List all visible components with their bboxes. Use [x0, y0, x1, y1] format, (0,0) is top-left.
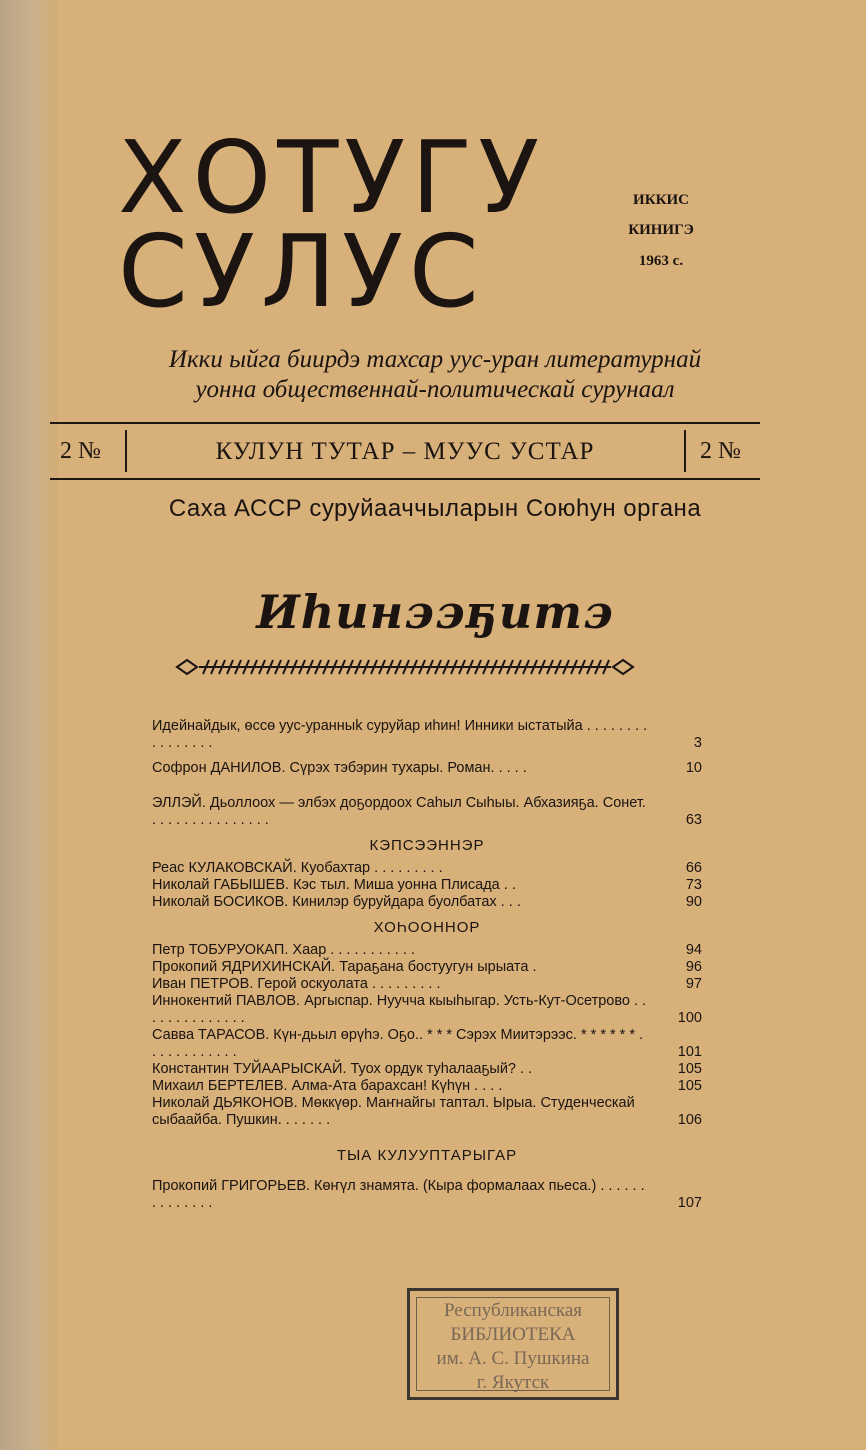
toc-entry-page: 96	[685, 959, 702, 975]
toc-entry	[152, 942, 702, 959]
toc-entry-text: Николай БОСИКОВ. Кинилэр буруйдара буолбатах . . .	[152, 894, 521, 910]
stamp-line4: г. Якутск	[476, 1372, 550, 1393]
toc-entry-page: 106	[677, 1112, 702, 1128]
toc-entry-text: Константин ТУЙААРЫСКАЙ. Туох ордук туһалааҕый? . .	[152, 1061, 533, 1077]
library-stamp	[407, 1288, 619, 1400]
toc-entry	[152, 860, 702, 877]
contents-heading: Иһинээҕитэ	[256, 585, 614, 639]
toc-entry	[152, 795, 702, 829]
toc-entry	[152, 1178, 702, 1212]
toc-entry-page: 66	[685, 860, 702, 876]
toc-entry	[152, 877, 702, 894]
journal-title-line2: СУЛУС	[118, 213, 485, 330]
toc-entry-text: Иннокентий ПАВЛОВ. Аргыспар. Нууччa кыыһыгар. Усть-Кут-Осетрово . . . . . . . . . . . . . .	[152, 993, 647, 1026]
bottom-rule	[50, 478, 760, 480]
divider-left	[125, 430, 127, 472]
toc-entry-page: 100	[677, 1010, 702, 1026]
issue-number-right: 2 №	[700, 438, 741, 464]
edition-year: 1963 с.	[638, 253, 684, 269]
issue-number-left: 2 №	[60, 438, 101, 464]
toc-entry-page: 94	[685, 942, 702, 958]
toc-entry-text: Николай ДЬЯКОНОВ. Мөккүөр. Маҥнайгы таптал. Ырыа. Студенческай сыбаайба. Пушкин. . . . . . .	[152, 1095, 635, 1128]
toc-entry	[152, 760, 702, 777]
toc-entry	[152, 976, 702, 993]
toc-entry-text: Идейнайдык, өссө уус-уранныk суруйар иһин! Инники ыстатыйа . . . . . . . . . . . . . . . .	[152, 718, 648, 751]
toc-entry	[152, 1095, 702, 1129]
journal-title-line1: ХОТУГУ	[118, 119, 546, 236]
toc-entry-page: 90	[685, 894, 702, 910]
toc-entry-text: ЭЛЛЭЙ. Дьоллоох — элбэх доҕордоох Саһыл Сыһыы. Абхазияҕа. Сонет. . . . . . . . . . . . . . . .	[152, 795, 646, 828]
table-of-contents	[152, 718, 702, 1212]
toc-entry	[152, 894, 702, 911]
toc-entry-page: 105	[677, 1078, 702, 1094]
toc-entry-text: Николай ГАБЫШЕВ. Кэс тыл. Миша уонна Плисада . .	[152, 877, 516, 893]
toc-entry-text: Реас КУЛАКОВСКАЙ. Куобахтар . . . . . . . . .	[152, 860, 443, 876]
divider-right	[684, 430, 686, 472]
top-rule	[50, 422, 760, 424]
stamp-line2: БИБЛИОТЕКА	[450, 1324, 576, 1345]
book-spine-edge	[0, 0, 58, 1450]
section-title-clubs: ТЫА КУЛУУПТАРЫГАР	[336, 1147, 518, 1164]
toc-entry	[152, 993, 702, 1027]
edition-line2: КИНИГЭ	[628, 222, 694, 238]
toc-entry-page: 3	[693, 735, 702, 751]
toc-entry-page: 101	[677, 1044, 702, 1060]
toc-entry-page: 105	[677, 1061, 702, 1077]
toc-entry-text: Софрон ДАНИЛОВ. Сүрэх тэбэрин тухары. Роман. . . . .	[152, 760, 527, 776]
toc-entry-text: Петр ТОБУРУОКАП. Хаар . . . . . . . . . . .	[152, 942, 415, 958]
toc-entry-text: Савва ТАРАСОВ. Күн-дьыл өрүһэ. Оҕо.. * * * Сэрэх Миитэрээс. * * * * * * . . . . . . . . . . . .	[152, 1027, 644, 1060]
subtitle-line1: Икки ыйга биирдэ тахсар уус-уран литературнай	[168, 346, 702, 373]
section-title-stories: КЭПСЭЭННЭР	[369, 837, 485, 854]
stamp-line3: им. А. С. Пушкина	[436, 1348, 590, 1369]
toc-entry	[152, 959, 702, 976]
stamp-line1: Республиканская	[443, 1300, 582, 1321]
subtitle-line2: уонна общественнай-политическай сурунаал	[195, 376, 675, 403]
section-title-poems: ХОҺООННОР	[373, 919, 481, 936]
toc-entry	[152, 1027, 702, 1061]
toc-entry	[152, 718, 702, 752]
toc-entry-text: Михаил БЕРТЕЛЕВ. Алма-Ата барахсан! Күһүн . . . .	[152, 1078, 503, 1094]
toc-entry	[152, 1061, 702, 1078]
toc-entry-text: Иван ПЕТРОВ. Герой оскуолата . . . . . . . . .	[152, 976, 441, 992]
issue-months: КУЛУН ТУТАР – МУУС УСТАР	[215, 438, 595, 465]
toc-entry-page: 97	[685, 976, 702, 992]
edition-line1: ИККИС	[633, 192, 689, 208]
toc-entry-page: 10	[685, 760, 702, 776]
ornament-divider	[175, 656, 635, 678]
toc-entry	[152, 1078, 702, 1095]
toc-entry-page: 63	[685, 812, 702, 828]
toc-entry-page: 107	[677, 1195, 702, 1211]
toc-entry-text: Прокопий ГРИГОРЬЕВ. Көҥүл знамята. (Кыра формалаах пьеса.) . . . . . . . . . . . . . .	[152, 1178, 645, 1211]
organ-line: Саха АССР суруйааччыларын Союһун органа	[168, 495, 702, 522]
toc-entry-page: 73	[685, 877, 702, 893]
toc-entry-text: Прокопий ЯДРИХИНСКАЙ. Тараҕана бостуугун ырыата .	[152, 959, 537, 975]
